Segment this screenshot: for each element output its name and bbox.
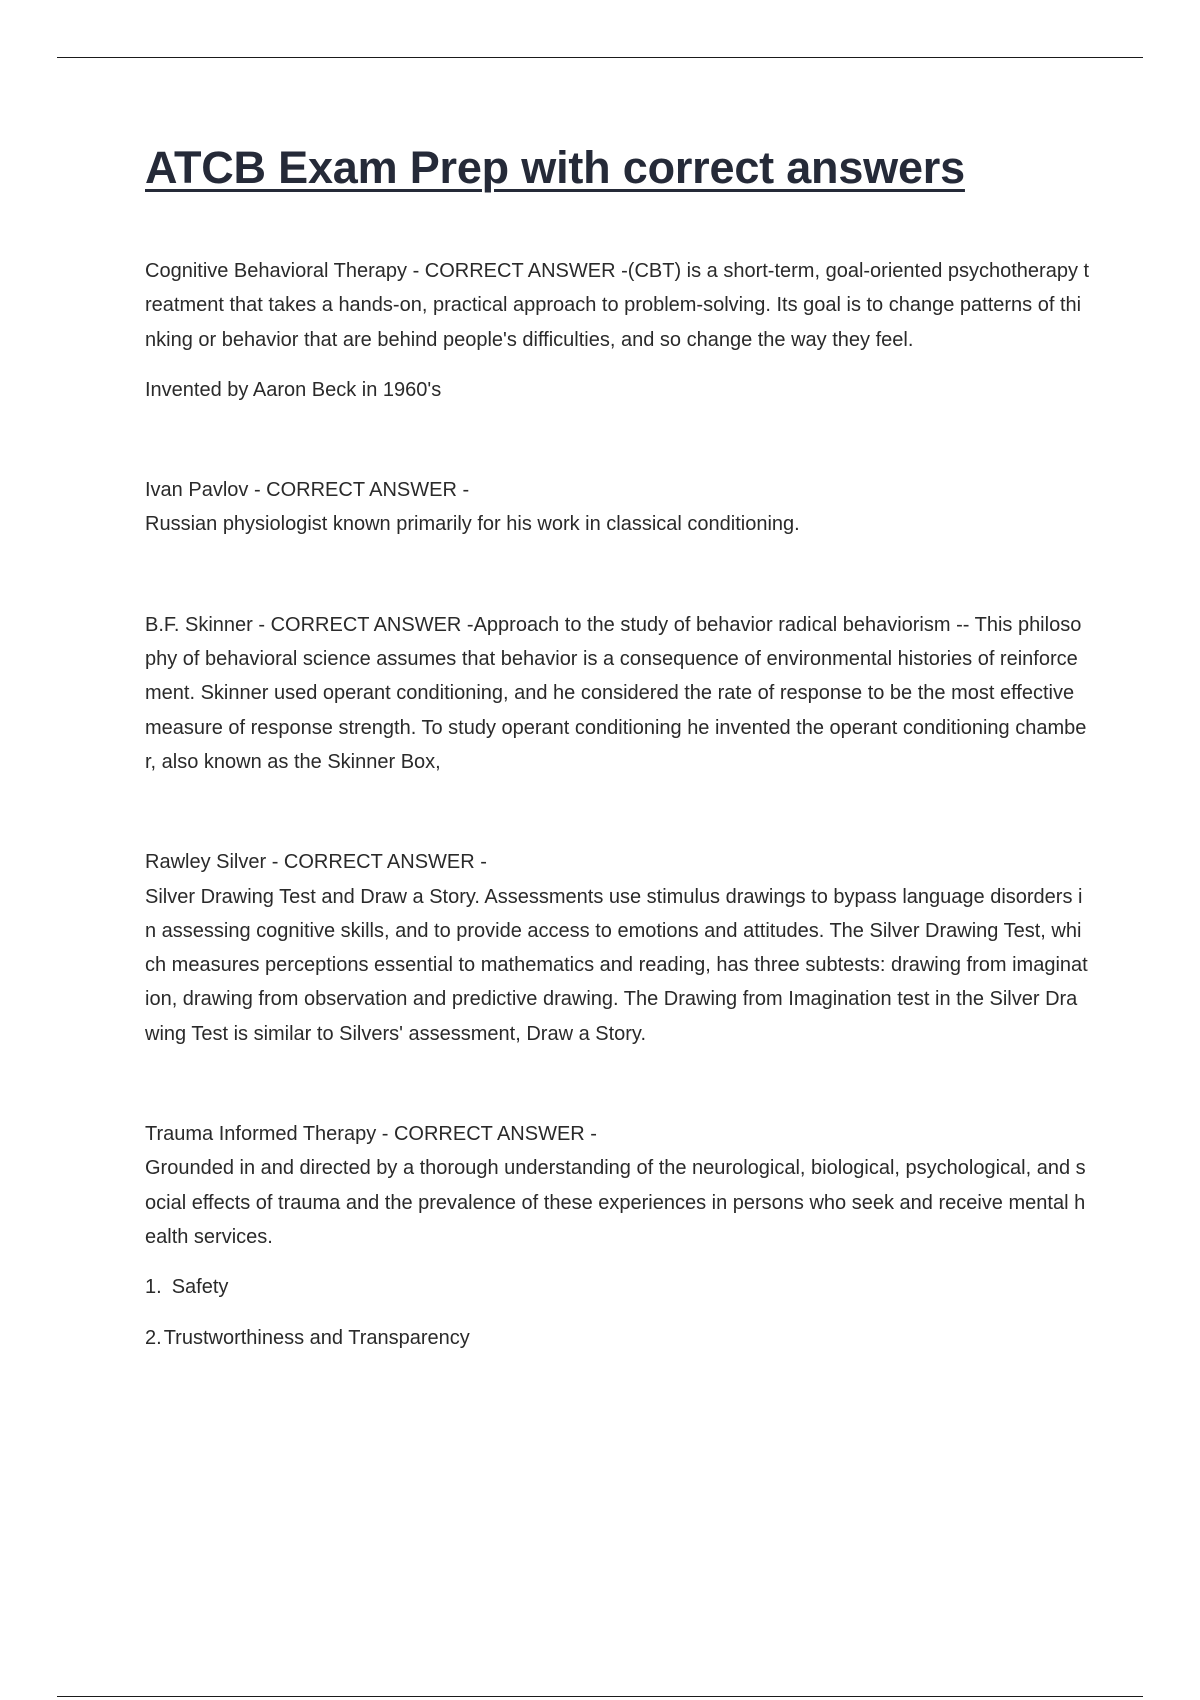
qa-text <box>145 608 1090 779</box>
document-title: ATCB Exam Prep with correct answers <box>145 142 965 193</box>
document-body <box>145 254 1090 1355</box>
list-text: Trustworthiness and Transparency <box>163 1326 470 1349</box>
qa-entry <box>145 473 1090 542</box>
top-divider <box>57 57 1143 58</box>
entry-term: Ivan Pavlov <box>145 479 249 502</box>
qa-entry <box>145 845 1090 1051</box>
qa-entry <box>145 608 1090 779</box>
entry-definition: Silver Drawing Test and Draw a Story. Assessments use stimulus drawings to bypass language disorders in assessing cognitive skills, and to provide access to emotions and attitudes. The Silver Drawing Test, which measures perceptions essential to mathematics and reading, has three subtests: drawing from imagination, drawing from observation and predictive drawing. The Drawing from Imagination test in the Silver Drawing Test is similar to Silvers' assessment, Draw a Story. <box>145 885 1088 1045</box>
list-number: 2. <box>145 1326 162 1349</box>
entry-definition: Grounded in and directed by a thorough understanding of the neurological, biological, psychological, and social effects of trauma and the prevalence of these experiences in persons who seek and receive mental health services. <box>145 1157 1086 1248</box>
entry-definition: Approach to the study of behavior radical behaviorism -- This philosophy of behavioral science assumes that behavior is a consequence of environmental histories of reinforcement. Skinner used operant conditioning, and he considered the rate of response to be the most effective measure of response strength. To study operant conditioning he invented the operant conditioning chamber, also known as the Skinner Box, <box>145 613 1087 773</box>
entry-separator: - CORRECT ANSWER - <box>376 1123 597 1146</box>
entry-definition: Russian physiologist known primarily for his work in classical conditioning. <box>145 513 800 536</box>
qa-text <box>145 254 1090 357</box>
list-text: Safety <box>171 1276 229 1299</box>
entry-term: Rawley Silver <box>145 851 267 874</box>
entry-separator: - CORRECT ANSWER - <box>266 851 487 874</box>
entry-note: Invented by Aaron Beck in 1960's <box>145 378 442 401</box>
entry-separator: - CORRECT ANSWER - <box>252 613 474 636</box>
entry-term: Cognitive Behavioral Therapy <box>145 260 408 282</box>
qa-text <box>145 845 1090 1051</box>
entry-term: Trauma Informed Therapy <box>145 1123 377 1146</box>
entry-separator: - CORRECT ANSWER - <box>407 260 628 282</box>
bottom-divider <box>57 1696 1143 1697</box>
qa-entry <box>145 254 1090 407</box>
entry-separator: - CORRECT ANSWER - <box>248 479 470 502</box>
list-item <box>145 1321 1090 1355</box>
qa-text <box>145 473 1090 542</box>
list-number: 1. <box>145 1276 162 1299</box>
qa-text <box>145 1117 1090 1254</box>
entry-term: B.F. Skinner <box>145 613 253 636</box>
entry-definition: (CBT) is a short-term, goal-oriented psychotherapy treatment that takes a hands-on, practical approach to problem-solving. Its goal is to change patterns of thinking or behavior that are behind people's difficulties, and so change the way they feel. <box>145 260 1090 351</box>
list-item <box>145 1270 1090 1304</box>
qa-entry <box>145 1117 1090 1355</box>
